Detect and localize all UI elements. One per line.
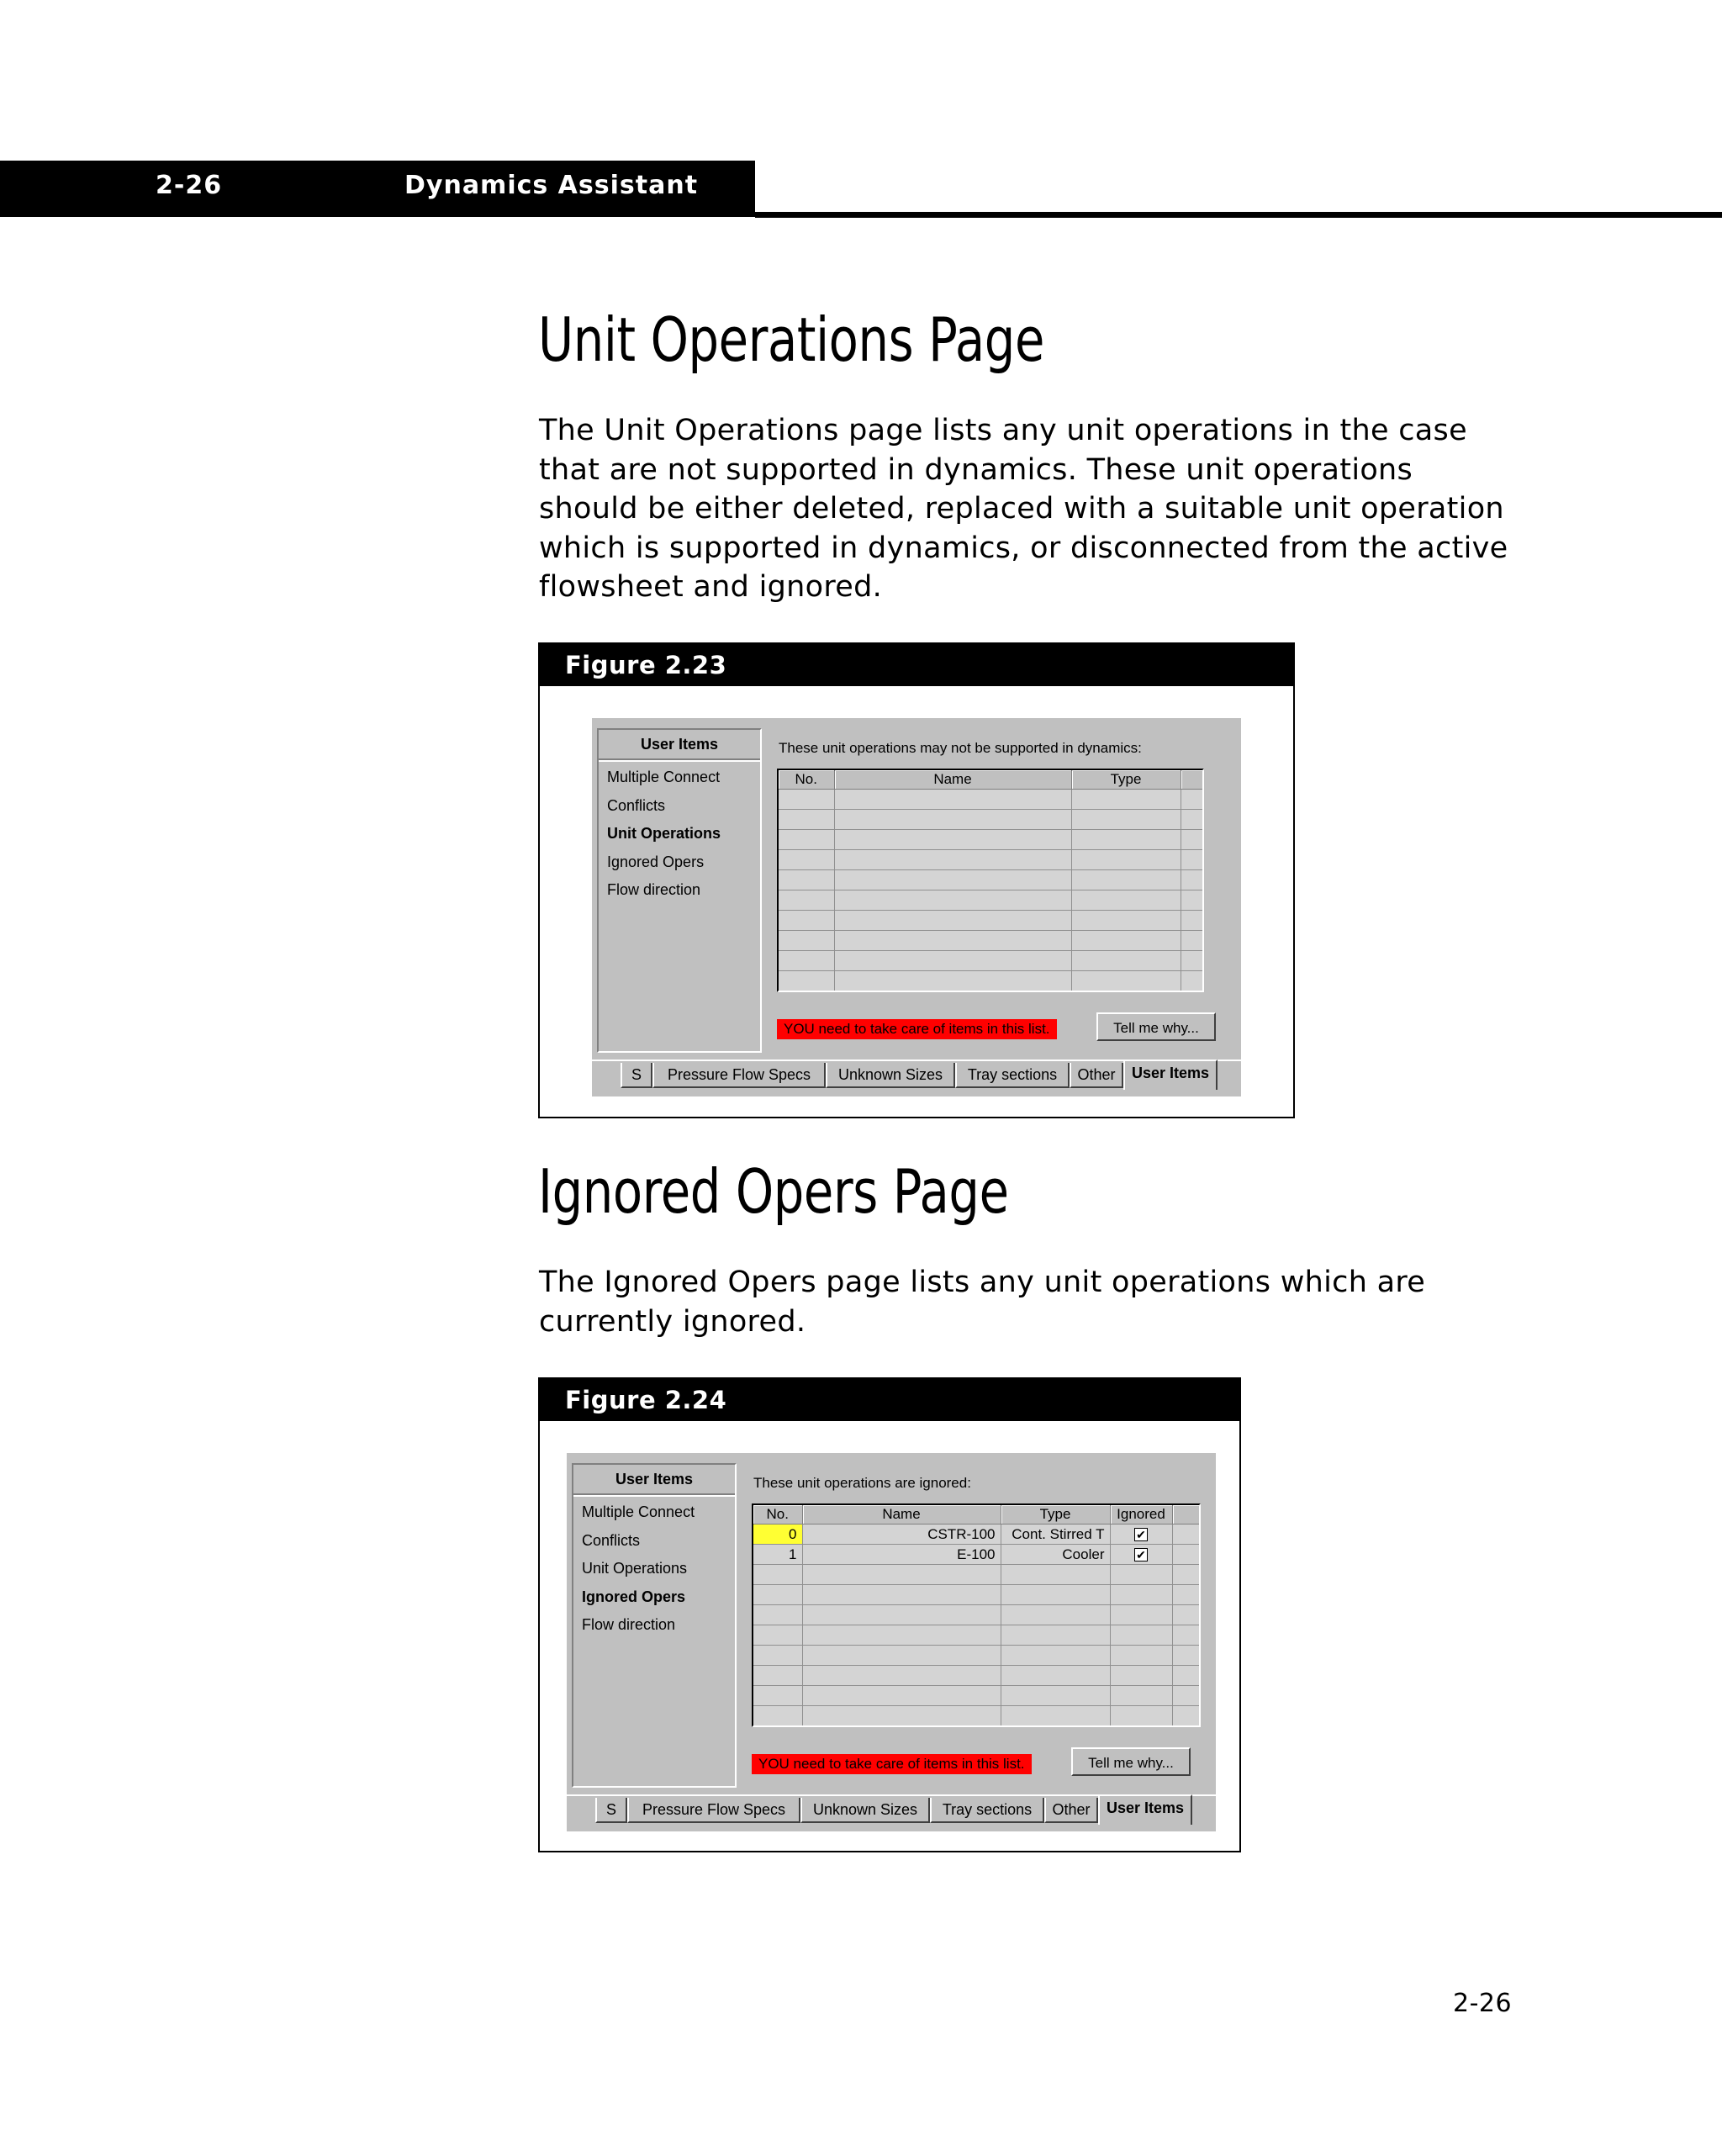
grid-caption: These unit operations are ignored:	[753, 1475, 971, 1491]
table-row[interactable]	[779, 971, 1202, 991]
tab-tray-sections[interactable]: Tray sections	[955, 1063, 1070, 1088]
dynamics-assistant-window	[592, 718, 1241, 1096]
column-header-ignored[interactable]: Ignored	[1110, 1505, 1172, 1525]
cell-type[interactable]: Cont. Stirred T	[1001, 1525, 1110, 1545]
header-title: Dynamics Assistant	[404, 171, 699, 200]
cell-ignored[interactable]	[1110, 1545, 1172, 1565]
tab-unknown-sizes[interactable]: Unknown Sizes	[826, 1063, 955, 1088]
table-row[interactable]	[753, 1565, 1199, 1585]
sidebar-item-ignored-opers[interactable]: Ignored Opers	[582, 1588, 686, 1605]
tab-tray-sections[interactable]: Tray sections	[930, 1798, 1044, 1823]
table-row[interactable]	[779, 951, 1202, 971]
warning-message: YOU need to take care of items in this list.	[752, 1754, 1032, 1774]
table-row[interactable]	[779, 931, 1202, 951]
sidebar-item-flow-direction[interactable]: Flow direction	[582, 1616, 676, 1633]
table-row[interactable]	[753, 1605, 1199, 1625]
column-header-blank	[1172, 1505, 1199, 1525]
table-row[interactable]	[753, 1646, 1199, 1666]
figure-title: Figure 2.24	[540, 1379, 1239, 1421]
tab-strip	[567, 1794, 1216, 1823]
user-items-sidebar	[597, 728, 762, 1053]
cell-ignored[interactable]	[1110, 1525, 1172, 1545]
column-header-no[interactable]: No.	[779, 770, 834, 790]
ignored-checkbox[interactable]: ✔	[1134, 1528, 1148, 1541]
table-row[interactable]	[779, 870, 1202, 890]
header-rule	[755, 212, 1722, 218]
footer-page-number: 2-26	[1453, 1989, 1513, 2018]
sidebar-item-unit-operations[interactable]: Unit Operations	[607, 825, 721, 842]
section-paragraph-ignored-opers	[539, 1263, 1523, 1341]
cell-no[interactable]: 0	[753, 1525, 802, 1545]
dynamics-assistant-window	[567, 1453, 1216, 1831]
user-items-sidebar	[572, 1463, 737, 1788]
table-row[interactable]	[779, 810, 1202, 830]
section-heading-ignored-opers: Ignored Opers Page	[538, 1156, 1009, 1227]
table-row[interactable]	[753, 1686, 1199, 1706]
unit-operations-grid[interactable]	[777, 769, 1204, 992]
table-row[interactable]	[779, 911, 1202, 931]
table-row[interactable]	[779, 790, 1202, 810]
figure-title: Figure 2.23	[540, 644, 1293, 686]
figure-2-24	[538, 1377, 1241, 1852]
table-row[interactable]	[753, 1625, 1199, 1646]
sidebar-item-flow-direction[interactable]: Flow direction	[607, 881, 701, 898]
sidebar-item-conflicts[interactable]: Conflicts	[582, 1531, 641, 1549]
section-heading-unit-operations: Unit Operations Page	[538, 304, 1044, 375]
section-paragraph-unit-operations	[539, 411, 1523, 607]
paragraph-line: The Ignored Opers page lists any unit operations which are	[539, 1266, 1426, 1299]
paragraph-line: should be either deleted, replaced with a suitable unit operation	[539, 492, 1504, 526]
column-header-type[interactable]: Type	[1071, 770, 1181, 790]
sidebar-item-ignored-opers[interactable]: Ignored Opers	[607, 853, 705, 870]
cell-type[interactable]: Cooler	[1001, 1545, 1110, 1565]
sidebar-header: User Items	[573, 1465, 735, 1495]
cell-no[interactable]: 1	[753, 1545, 802, 1565]
paragraph-line: The Unit Operations page lists any unit operations in the case	[539, 414, 1467, 447]
column-header-blank	[1181, 770, 1202, 790]
figure-2-23	[538, 642, 1295, 1118]
sidebar-header: User Items	[599, 730, 760, 760]
tab-user-items[interactable]: User Items	[1098, 1794, 1192, 1825]
table-row[interactable]	[753, 1545, 1199, 1565]
tab-user-items[interactable]: User Items	[1123, 1060, 1218, 1090]
sidebar-item-unit-operations[interactable]: Unit Operations	[582, 1560, 688, 1577]
table-row[interactable]	[779, 830, 1202, 850]
warning-message: YOU need to take care of items in this list.	[777, 1019, 1057, 1039]
table-row[interactable]	[753, 1666, 1199, 1686]
ignored-checkbox[interactable]: ✔	[1134, 1548, 1148, 1562]
table-row[interactable]	[779, 850, 1202, 870]
table-row[interactable]	[753, 1706, 1199, 1726]
paragraph-line: flowsheet and ignored.	[539, 570, 883, 604]
tab-unknown-sizes[interactable]: Unknown Sizes	[800, 1798, 930, 1823]
ignored-opers-grid[interactable]	[752, 1503, 1201, 1727]
sidebar-item-conflicts[interactable]: Conflicts	[607, 796, 666, 814]
column-header-no[interactable]: No.	[753, 1505, 802, 1525]
column-header-type[interactable]: Type	[1001, 1505, 1110, 1525]
cell-name[interactable]: E-100	[802, 1545, 1001, 1565]
grid-caption: These unit operations may not be supported in dynamics:	[779, 740, 1142, 756]
tab-pressure-flow-specs[interactable]: Pressure Flow Specs	[652, 1063, 826, 1088]
table-row[interactable]	[753, 1585, 1199, 1605]
tab-s[interactable]: S	[621, 1063, 652, 1088]
tab-s[interactable]: S	[595, 1798, 627, 1823]
table-row[interactable]	[753, 1525, 1199, 1545]
column-header-name[interactable]: Name	[834, 770, 1071, 790]
tab-strip	[592, 1060, 1241, 1088]
paragraph-line: which is supported in dynamics, or disconnected from the active	[539, 531, 1508, 565]
tab-other[interactable]: Other	[1070, 1063, 1123, 1088]
paragraph-line: currently ignored.	[539, 1304, 806, 1339]
tell-me-why-button[interactable]: Tell me why...	[1071, 1747, 1191, 1776]
column-header-name[interactable]: Name	[802, 1505, 1001, 1525]
tab-other[interactable]: Other	[1044, 1798, 1098, 1823]
tell-me-why-button[interactable]: Tell me why...	[1096, 1012, 1216, 1041]
header-page-number: 2-26	[156, 171, 223, 200]
cell-name[interactable]: CSTR-100	[802, 1525, 1001, 1545]
sidebar-item-multiple-connect[interactable]: Multiple Connect	[607, 769, 721, 785]
table-row[interactable]	[779, 890, 1202, 911]
paragraph-line: that are not supported in dynamics. These unit operations	[539, 452, 1413, 487]
sidebar-item-multiple-connect[interactable]: Multiple Connect	[582, 1503, 695, 1520]
tab-pressure-flow-specs[interactable]: Pressure Flow Specs	[627, 1798, 800, 1823]
